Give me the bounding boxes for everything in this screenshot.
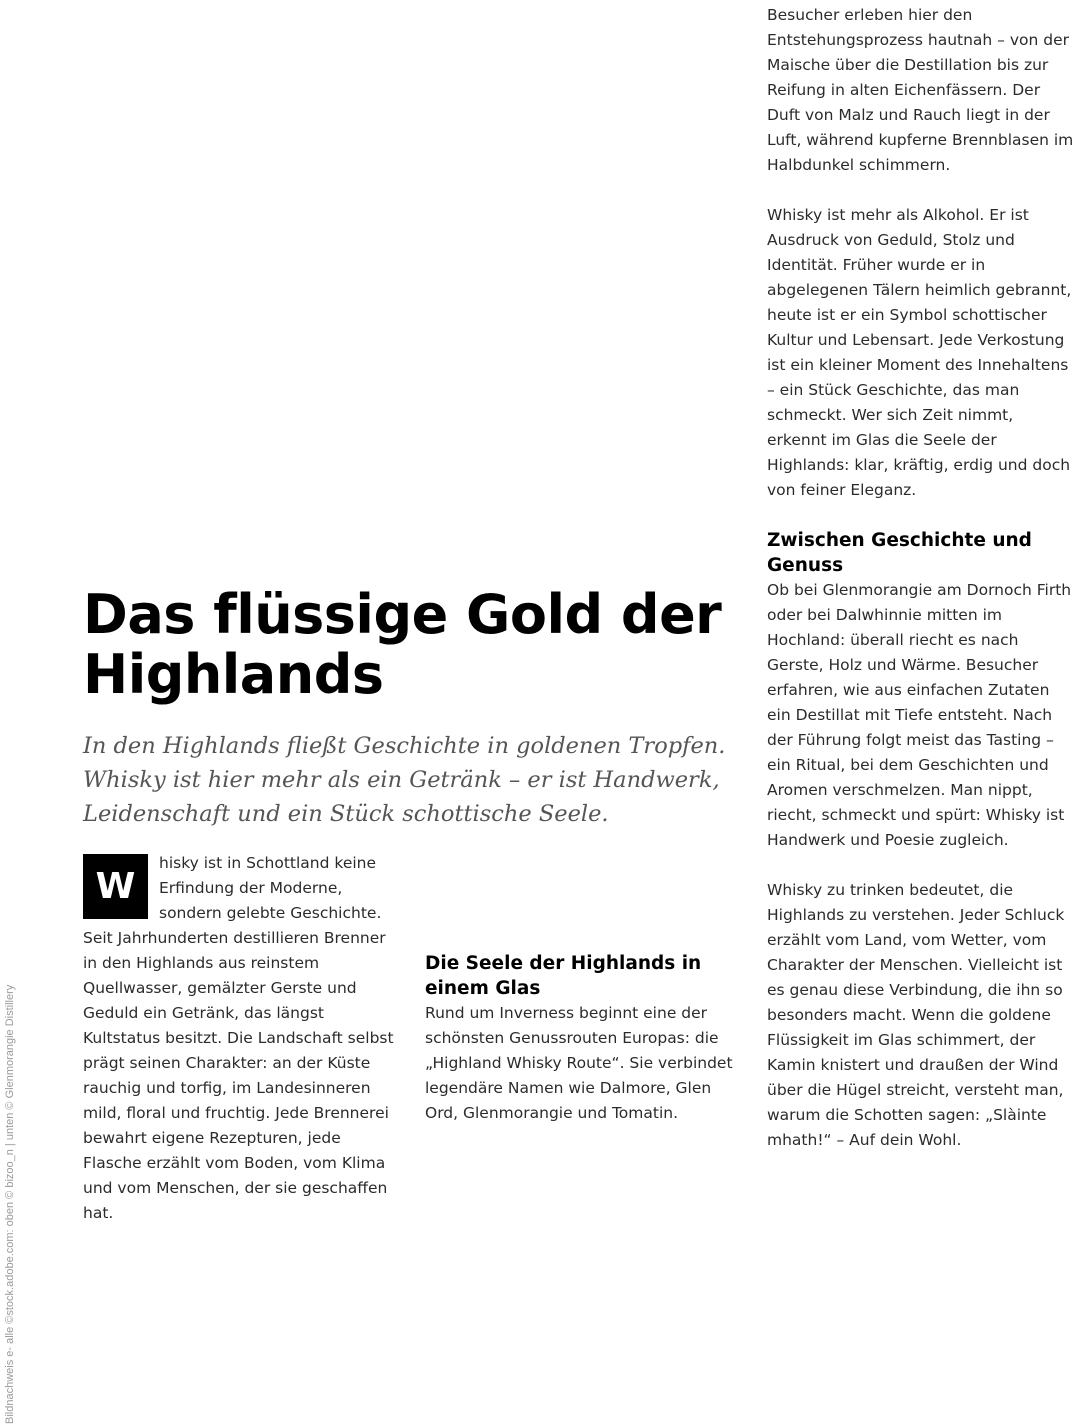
article-paragraph-1	[83, 851, 398, 1226]
subhead-seele: Die Seele der Highlands in einem Glas	[425, 953, 702, 999]
lead-paragraph: In den Highlands fließt Geschichte in goldenen Tropfen. Whisky ist hier mehr als ein Getränk – er ist Handwerk, Leidenschaft und ein Stück schottische Seele.	[83, 733, 726, 827]
article-paragraph-1-text: hisky ist in Schottland keine Erfindung der Moderne, sondern gelebte Geschichte. Seit Jahrhunderten destillieren Brenner in den Highlands aus reinstem Quellwasser, gemälzter Gerste und Geduld ein Getränk, das längst Kultstatus besitzt. Die Landschaft selbst prägt seinen Charakter: an der Küste rauchig und torfig, im Landesinneren mild, floral und fruchtig. Jede Brennerei bewahrt eigene Rezepturen, jede Flasche erzählt vom Boden, vom Klima und vom Menschen, der sie geschaffen hat.	[83, 854, 394, 1222]
article-paragraph-4: Whisky ist mehr als Alkohol. Er ist Ausdruck von Geduld, Stolz und Identität. Früher wurde er in abgelegenen Tälern heimlich gebrannt, heute ist er ein Symbol schottischer Kultur und Lebensart. Jede Verkostung ist ein kleiner Moment des Innehaltens – ein Stück Geschichte, das man schmeckt. Wer sich Zeit nimmt, erkennt im Glas die Seele der Highlands: klar, kräftig, erdig und doch von feiner Eleganz.	[767, 206, 1072, 499]
subhead-geschichte-genuss: Zwischen Geschichte und Genuss	[767, 530, 1032, 576]
article-paragraph-5: Ob bei Glenmorangie am Dornoch Firth oder bei Dalwhinnie mitten im Hochland: überall riecht es nach Gerste, Holz und Wärme. Besucher erfahren, wie aus einfachen Zutaten ein Destillat mit Tiefe entsteht. Nach der Führung folgt meist das Tasting – ein Ritual, bei dem Geschichten und Aromen verschmelzen. Man nippt, riecht, schmeckt und spürt: Whisky ist Handwerk und Poesie zugleich.	[767, 581, 1072, 849]
article-paragraph-3: Besucher erleben hier den Entstehungsprozess hautnah – von der Maische über die Destillation bis zur Reifung in alten Eichenfässern. Der Duft von Malz und Rauch liegt in der Luft, während kupferne Brennblasen im Halbdunkel schimmern.	[767, 6, 1074, 174]
article-column-left	[83, 851, 398, 1226]
headline: Das flüssige Gold der Highlands	[83, 583, 722, 706]
paragraph-gap	[425, 926, 737, 951]
dropcap: W	[83, 854, 148, 919]
paragraph-gap	[767, 503, 1077, 528]
photo-credit: Bildnachweis e- alle ©stock.adobe.com: oben © bizoo_n | unten © Glenmorangie Distillery	[4, 984, 16, 1424]
paragraph-gap	[767, 853, 1077, 878]
article-column-right	[767, 3, 1077, 1153]
column-flow-spacer	[425, 851, 737, 926]
article-paragraph-6: Whisky zu trinken bedeutet, die Highlands zu verstehen. Jeder Schluck erzählt vom Land, vom Wetter, vom Charakter der Menschen. Vielleicht ist es genau diese Verbindung, die ihn so besonders macht. Wenn die goldene Flüssigkeit im Glas schimmert, der Kamin knistert und draußen der Wind über die Hügel streicht, versteht man, warum die Schotten sagen: „Slàinte mhath!“ – Auf dein Wohl.	[767, 881, 1065, 1149]
article-column-middle	[425, 851, 737, 1126]
article-paragraph-2: Rund um Inverness beginnt eine der schönsten Genussrouten Europas: die „Highland Whisky Route“. Sie verbindet legendäre Namen wie Dalmore, Glen Ord, Glenmorangie und Tomatin.	[425, 1004, 733, 1122]
paragraph-gap	[767, 178, 1077, 203]
